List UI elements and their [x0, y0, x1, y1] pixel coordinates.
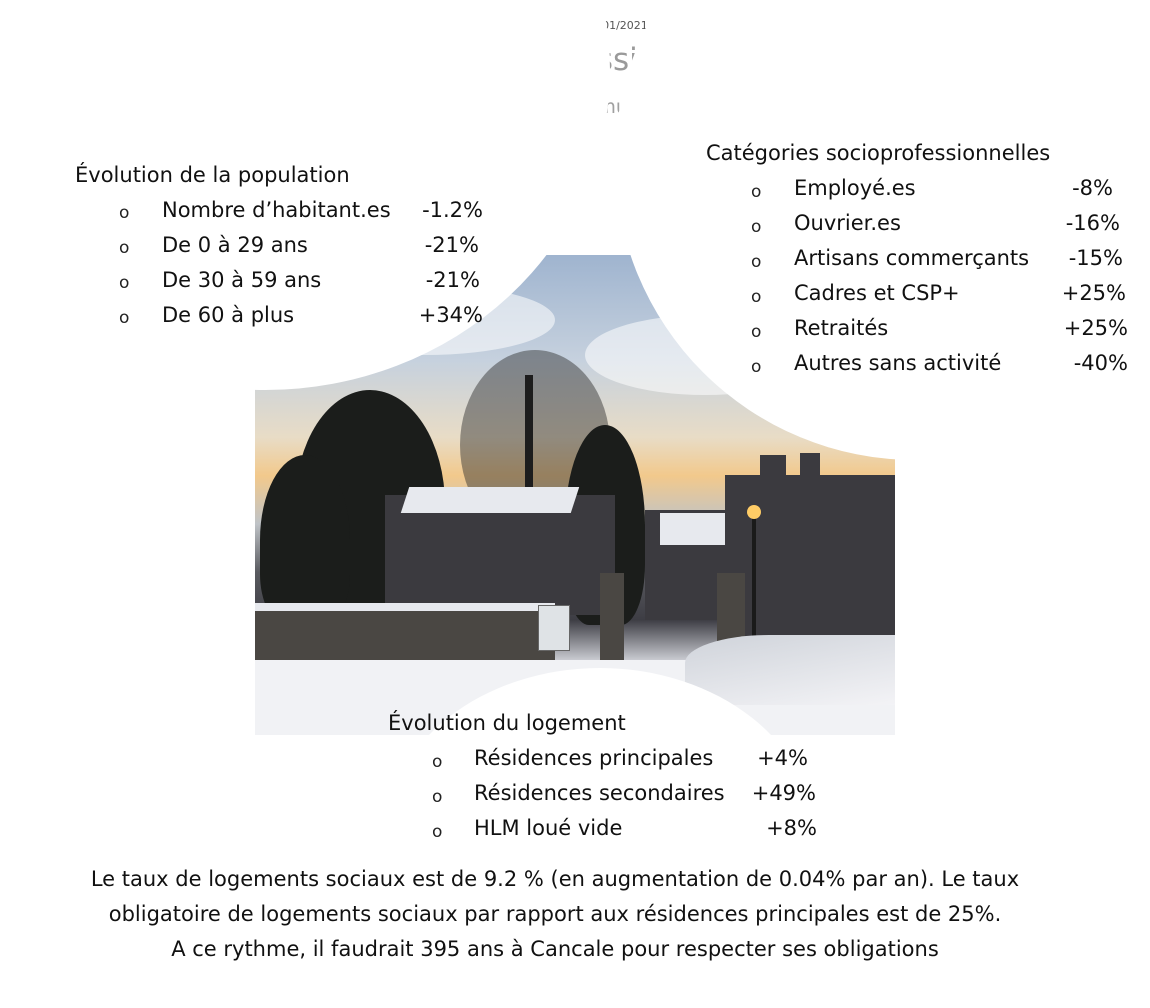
photo-chimney [800, 453, 820, 513]
logement-item-value: +49% [751, 781, 816, 805]
bullet-icon: o [751, 182, 762, 202]
logement-section-title: Évolution du logement [388, 711, 626, 735]
photo-snow-roof [660, 513, 730, 545]
population-item-value: +34% [418, 303, 483, 327]
footer-line: Le taux de logements sociaux est de 9.2 % (en augmentation de 0.04% par an). Le taux [90, 867, 1020, 891]
socio-item-value: +25% [1061, 281, 1126, 305]
socio-item-value: +25% [1063, 316, 1128, 340]
socio-item-value: -16% [1065, 211, 1120, 235]
photo-gate-pillar [600, 573, 624, 661]
socio-item-label: Ouvrier.es [794, 211, 901, 235]
logement-item-label: HLM loué vide [474, 816, 623, 840]
publication-date: 18/01/2021 [584, 19, 648, 32]
bullet-icon: o [119, 203, 130, 223]
bullet-icon: o [432, 822, 443, 842]
socio-item-value: -40% [1073, 351, 1128, 375]
socio-item-label: Artisans commerçants [794, 246, 1030, 270]
population-item-label: De 0 à 29 ans [162, 233, 308, 257]
photo-chimney [760, 455, 786, 495]
footer-line: obligatoire de logements sociaux par rapport aux résidences principales est de 25%. [108, 902, 1002, 926]
logement-item-label: Résidences secondaires [474, 781, 725, 805]
footer-note [60, 862, 1050, 967]
population-item-value: -21% [425, 268, 480, 292]
bullet-icon: o [119, 308, 130, 328]
photo-stone-house [385, 495, 615, 615]
bullet-icon: o [751, 357, 762, 377]
socio-item-value: -15% [1068, 246, 1123, 270]
population-item-value: -21% [424, 233, 479, 257]
logement-item-value: +4% [757, 746, 808, 770]
page-title: Dossier [554, 42, 670, 78]
bullet-icon: o [432, 787, 443, 807]
footer-line: A ce rythme, il faudrait 395 ans à Cancale pour respecter ses obligations [171, 937, 939, 961]
photo-pine-tree [260, 455, 350, 625]
logement-item-label: Résidences principales [474, 746, 714, 770]
photo-stone-wall [255, 607, 555, 662]
bullet-icon: o [751, 322, 762, 342]
socio-item-label: Cadres et CSP+ [794, 281, 960, 305]
bullet-icon: o [751, 287, 762, 307]
population-item-label: De 30 à 59 ans [162, 268, 322, 292]
population-item-label: Nombre d’habitant.es [162, 198, 391, 222]
photo-sign-board [538, 605, 570, 651]
population-item-value: -1.2% [422, 198, 483, 222]
socio-section-title: Catégories socioprofessionnelles [706, 141, 1051, 165]
socio-item-label: Retraités [794, 316, 889, 340]
bullet-icon: o [119, 273, 130, 293]
logement-item-value: +8% [766, 816, 817, 840]
bullet-icon: o [751, 217, 762, 237]
photo-lamp-light [747, 505, 761, 519]
photo-snow-roof [401, 487, 579, 513]
photo-snow-on-wall [255, 603, 555, 611]
population-item-label: De 60 à plus [162, 303, 295, 327]
socio-item-label: Autres sans activité [794, 351, 1002, 375]
bullet-icon: o [751, 252, 762, 272]
bullet-icon: o [432, 752, 443, 772]
photo-street-lamp [752, 513, 756, 653]
bullet-icon: o [119, 238, 130, 258]
population-section-title: Évolution de la population [75, 163, 350, 187]
socio-item-label: Employé.es [794, 176, 916, 200]
socio-item-value: -8% [1072, 176, 1113, 200]
